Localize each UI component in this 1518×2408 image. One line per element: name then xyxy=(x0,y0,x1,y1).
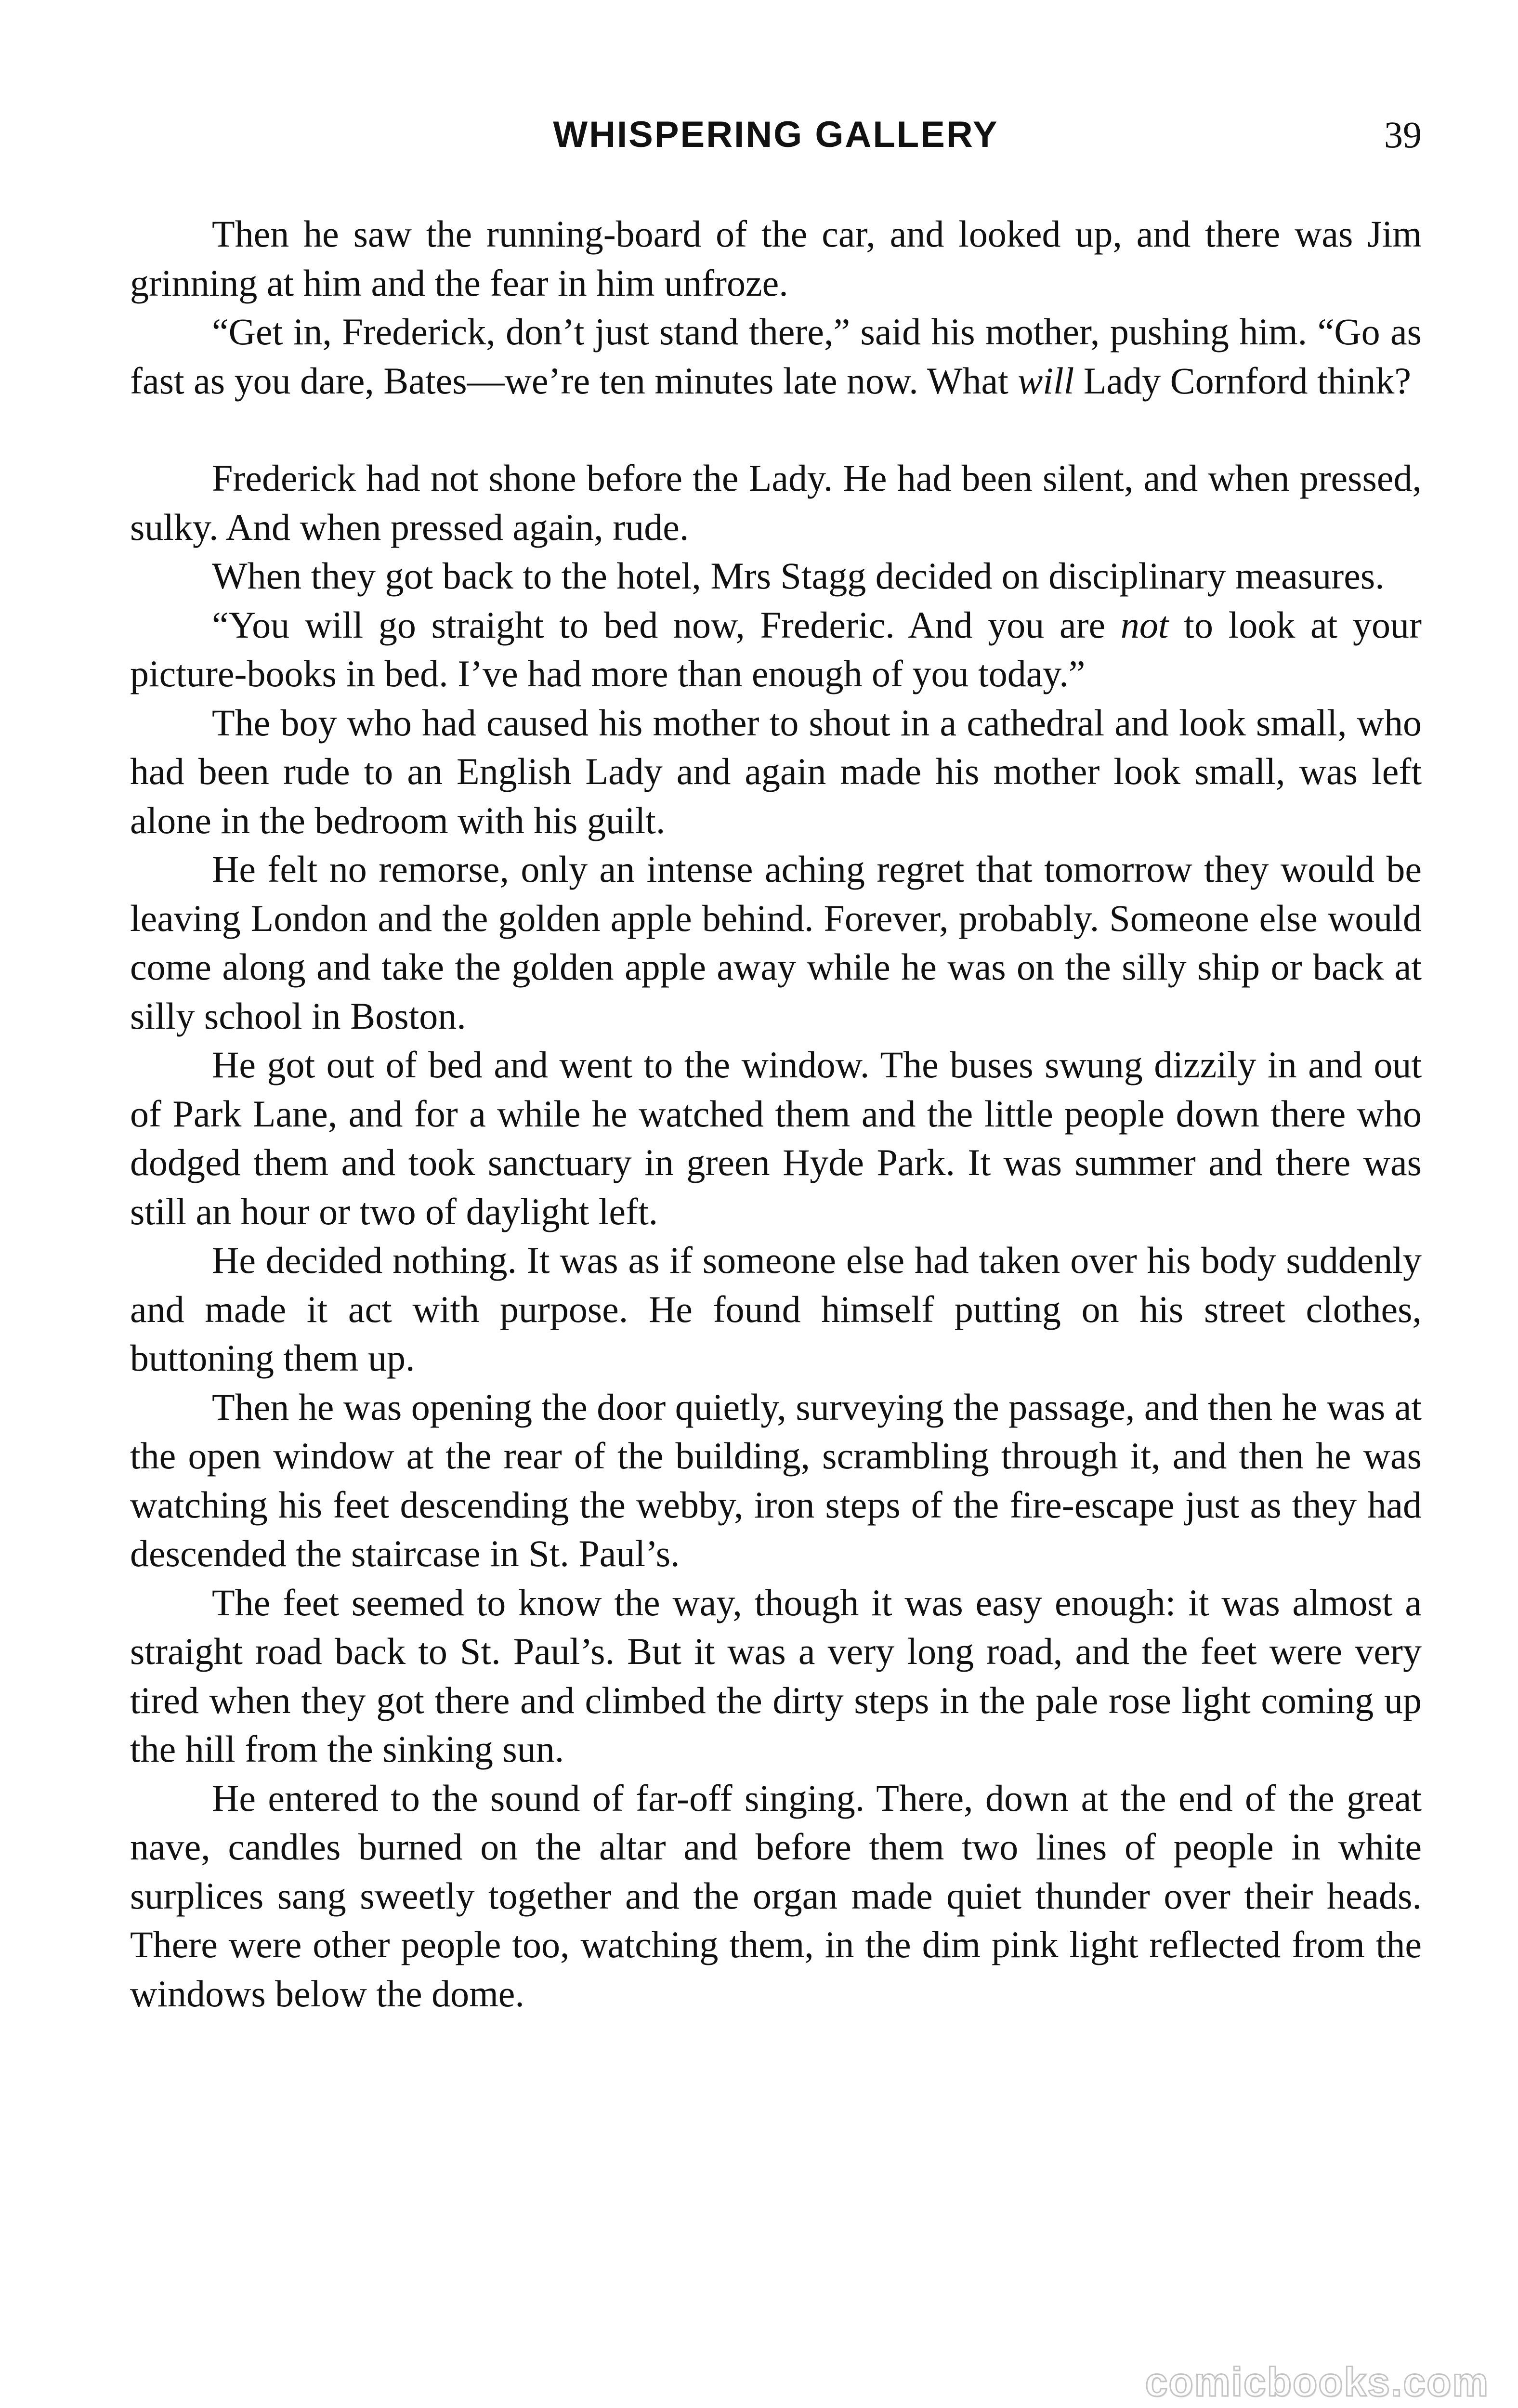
paragraph-text: “Get in, Frederick, don’t just stand there,” said his mother, pushing him. “Go as fast as you dare, Bates—we’re ten minutes late now. What xyxy=(130,311,1422,402)
emphasis-text: not xyxy=(1120,603,1169,646)
emphasis-text: will xyxy=(1018,359,1074,402)
paragraph: Frederick had not shone before the Lady. He had been silent, and when pressed, sulky. And when pressed again, rude. xyxy=(130,457,1422,548)
paragraph: When they got back to the hotel, Mrs Stagg decided on disciplinary measures. xyxy=(212,555,1385,597)
page-number: 39 xyxy=(1384,114,1422,156)
watermark-logo: comicbooks.com xyxy=(1145,2359,1489,2405)
paragraph: The feet seemed to know the way, though it was easy enough: it was almost a straight road back to St. Paul’s. But it was a very long road, and the feet were very tired when they got there and climbed the dirty steps in the pale rose light coming up the hill from the sinking sun. xyxy=(130,1581,1422,1770)
paragraph xyxy=(130,307,1422,405)
book-page xyxy=(130,0,1422,2408)
paragraph: Then he saw the running-board of the car, and looked up, and there was Jim grinning at him and the fear in him unfroze. xyxy=(130,213,1422,304)
paragraph: Then he was opening the door quietly, surveying the passage, and then he was at the open window at the rear of the building, scrambling through it, and then he was watching his feet descending the webby, iron steps of the fire-escape just as they had descended the staircase in St. Paul’s. xyxy=(130,1386,1422,1574)
paragraph: He entered to the sound of far-off singing. There, down at the end of the great nave, candles burned on the altar and before them two lines of people in white surplices sang sweetly together and the organ made quiet thunder over their heads. There were other people too, watching them, in the dim pink light reflected from the windows below the dome. xyxy=(130,1777,1422,2015)
paragraph xyxy=(130,601,1422,698)
running-head xyxy=(130,108,1422,161)
paragraph-text: “You will go straight to bed now, Frederic. And you are xyxy=(212,603,1121,646)
paragraph: He felt no remorse, only an intense aching regret that tomorrow they would be leaving London and the golden apple behind. Forever, probably. Someone else would come along and take the golden apple away while he was on the silly ship or back at silly school in Boston. xyxy=(130,848,1422,1037)
paragraph: The boy who had caused his mother to shout in a cathedral and look small, who had been rude to an English Lady and again made his mother look small, was left alone in the bedroom with his guilt. xyxy=(130,701,1422,841)
paragraph: He got out of bed and went to the window. The buses swung dizzily in and out of Park Lane, and for a while he watched them and the little people down there who dodged them and took sanctuary in green Hyde Park. It was summer and there was still an hour or two of daylight left. xyxy=(130,1044,1422,1232)
paragraph-text: to look at your picture-books in bed. I’ve had more than enough of you today.” xyxy=(130,603,1422,694)
body-text xyxy=(130,209,1422,2018)
running-title: WHISPERING GALLERY xyxy=(553,114,999,155)
paragraph-text: Lady Cornford think? xyxy=(1074,359,1411,402)
paragraph: He decided nothing. It was as if someone else had taken over his body suddenly and made it act with purpose. He found himself putting on his street clothes, buttoning them up. xyxy=(130,1239,1422,1379)
